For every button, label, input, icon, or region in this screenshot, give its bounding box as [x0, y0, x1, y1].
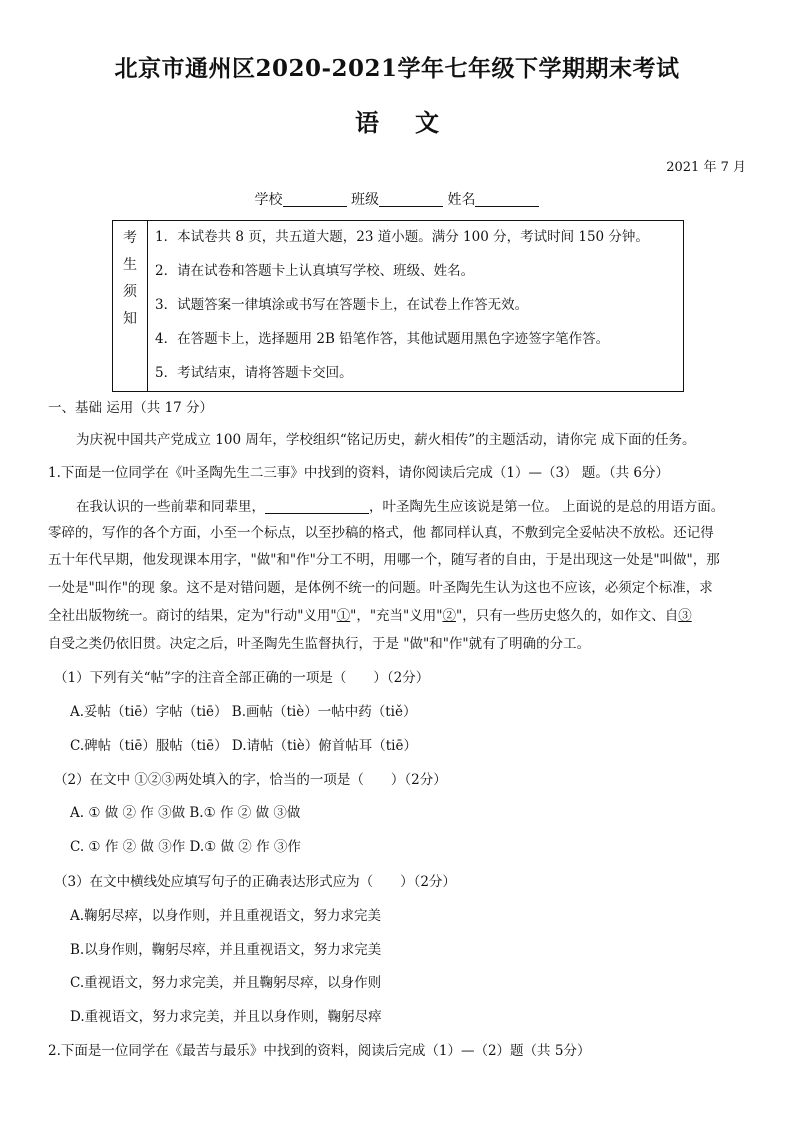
notice-item: 5．考试结束，请将答题卡交回。 [155, 365, 353, 381]
option-line: D.重视语文，努力求完美，并且以身作则，鞠躬尽瘁 [70, 1009, 382, 1025]
subject-title: 语文 [355, 108, 475, 137]
passage-text: 在我认识的一些前辈和同辈里， [76, 499, 265, 515]
passage-text: ，叶圣陶先生应该说是第一位。 上面说的是总的用语方面。 [369, 499, 725, 515]
question-2-stem: 2.下面是一位同学在《最苦与最乐》中找到的资料，阅读后完成（1）—（2）题（共 5分） [48, 1043, 591, 1059]
section-heading: 一、基础 运用（共 17 分） [48, 400, 214, 416]
school-label: 学校 [254, 192, 283, 208]
notice-label-cell [113, 221, 148, 391]
notice-label-char: 须 [123, 284, 137, 300]
option-line: A.鞠躬尽瘁，以身作则，并且重视语文，努力求完美 [70, 908, 382, 924]
question-1-stem: 1.下面是一位同学在《叶圣陶先生二三事》中找到的资料，请你阅读后完成（1）—（3） 题。（共 6分） [48, 465, 669, 481]
fill-in-blank[interactable] [265, 499, 369, 514]
blank-marker-3: ③ [678, 608, 692, 624]
section-intro: 为庆祝中国共产党成立 100 周年，学校组织“铭记历史，薪火相传”的主题活动，请你完 成下面的任务。 [76, 432, 696, 448]
passage-line [76, 495, 724, 515]
notice-label-char: 生 [123, 257, 137, 273]
passage-text: "，"充当"义用" [350, 608, 443, 624]
passage-line: 自受之类仍依旧贯。决定之后，叶圣陶先生监督执行，于是 "做"和"作"就有了明确的分工。 [48, 636, 591, 652]
exam-date: 2021 年 7 月 [666, 160, 746, 175]
subquestion-3-stem: （3）在文中横线处应填写句子的正确表达形式应为（ ）（2分） [54, 874, 456, 890]
name-label: 姓名 [447, 192, 476, 208]
student-info-line [0, 189, 794, 209]
passage-line: 零碎的，写作的各个方面，小至一个标点，以至抄稿的格式，他 都同样认真，不敷到完全妥帖决不放松。还记得 [48, 525, 714, 541]
option-line: C.碑帖（tiē）服帖（tiē） D.请帖（tiè）俯首帖耳（tiē） [70, 738, 417, 754]
option-line: C. ① 作 ② 做 ③作 D.① 做 ② 作 ③作 [70, 839, 301, 855]
option-line: A.妥帖（tiē）字帖（tiē） B.画帖（tiè）一帖中药（tiě） [70, 704, 417, 720]
option-line: C.重视语文，努力求完美，并且鞠躬尽瘁，以身作则 [70, 975, 382, 991]
passage-text: "，只有一些历史悠久的，如作文、自 [455, 608, 679, 624]
class-label: 班级 [351, 192, 379, 208]
passage-line: 一处是"叫作"的现 象。这不是对错问题，是体例不统一的问题。叶圣陶先生认为这也不应该，必须定个标准，求 [48, 580, 713, 596]
notice-label-char: 知 [123, 311, 137, 327]
blank-marker-2: ② [442, 608, 456, 624]
notice-item: 2．请在试卷和答题卡上认真填写学校、班级、姓名。 [155, 263, 475, 279]
notice-item: 4．在答题卡上，选择题用 2B 铅笔作答，其他试题用黑色字迹签字笔作答。 [155, 331, 610, 347]
option-line: A. ① 做 ② 作 ③做 B.① 作 ② 做 ③做 [70, 805, 301, 821]
class-blank[interactable] [379, 192, 443, 207]
notice-label-char: 考 [123, 230, 137, 246]
notice-item: 1．本试卷共 8 页，共五道大题，23 道小题。满分 100 分，考试时间 150 分钟。 [155, 229, 649, 245]
passage-line: 五十年代早期，他发现课本用字，"做"和"作"分工不明，用哪一个，随写者的自由，于是出现这一处是"叫做"，那 [48, 552, 720, 568]
name-blank[interactable] [475, 192, 539, 207]
exam-title: 北京市通州区2020-2021学年七年级下学期期末考试 [114, 55, 680, 82]
subquestion-1-stem: （1）下列有关“帖”字的注音全部正确的一项是（ ）（2分） [54, 670, 430, 686]
subquestion-2-stem: （2）在文中 ①②③两处填入的字，恰当的一项是（ ）（2分） [54, 772, 447, 788]
blank-marker-1: ① [336, 608, 351, 624]
option-line: B.以身作则，鞠躬尽瘁，并且重视语文，努力求完美 [70, 942, 382, 958]
notice-box [112, 220, 684, 392]
school-blank[interactable] [283, 192, 347, 207]
passage-line [48, 604, 692, 624]
notice-item: 3．试题答案一律填涂或书写在答题卡上，在试卷上作答无效。 [155, 297, 529, 313]
passage-text: 全社出版物统一。商讨的结果，定为"行动"义用" [48, 608, 337, 624]
